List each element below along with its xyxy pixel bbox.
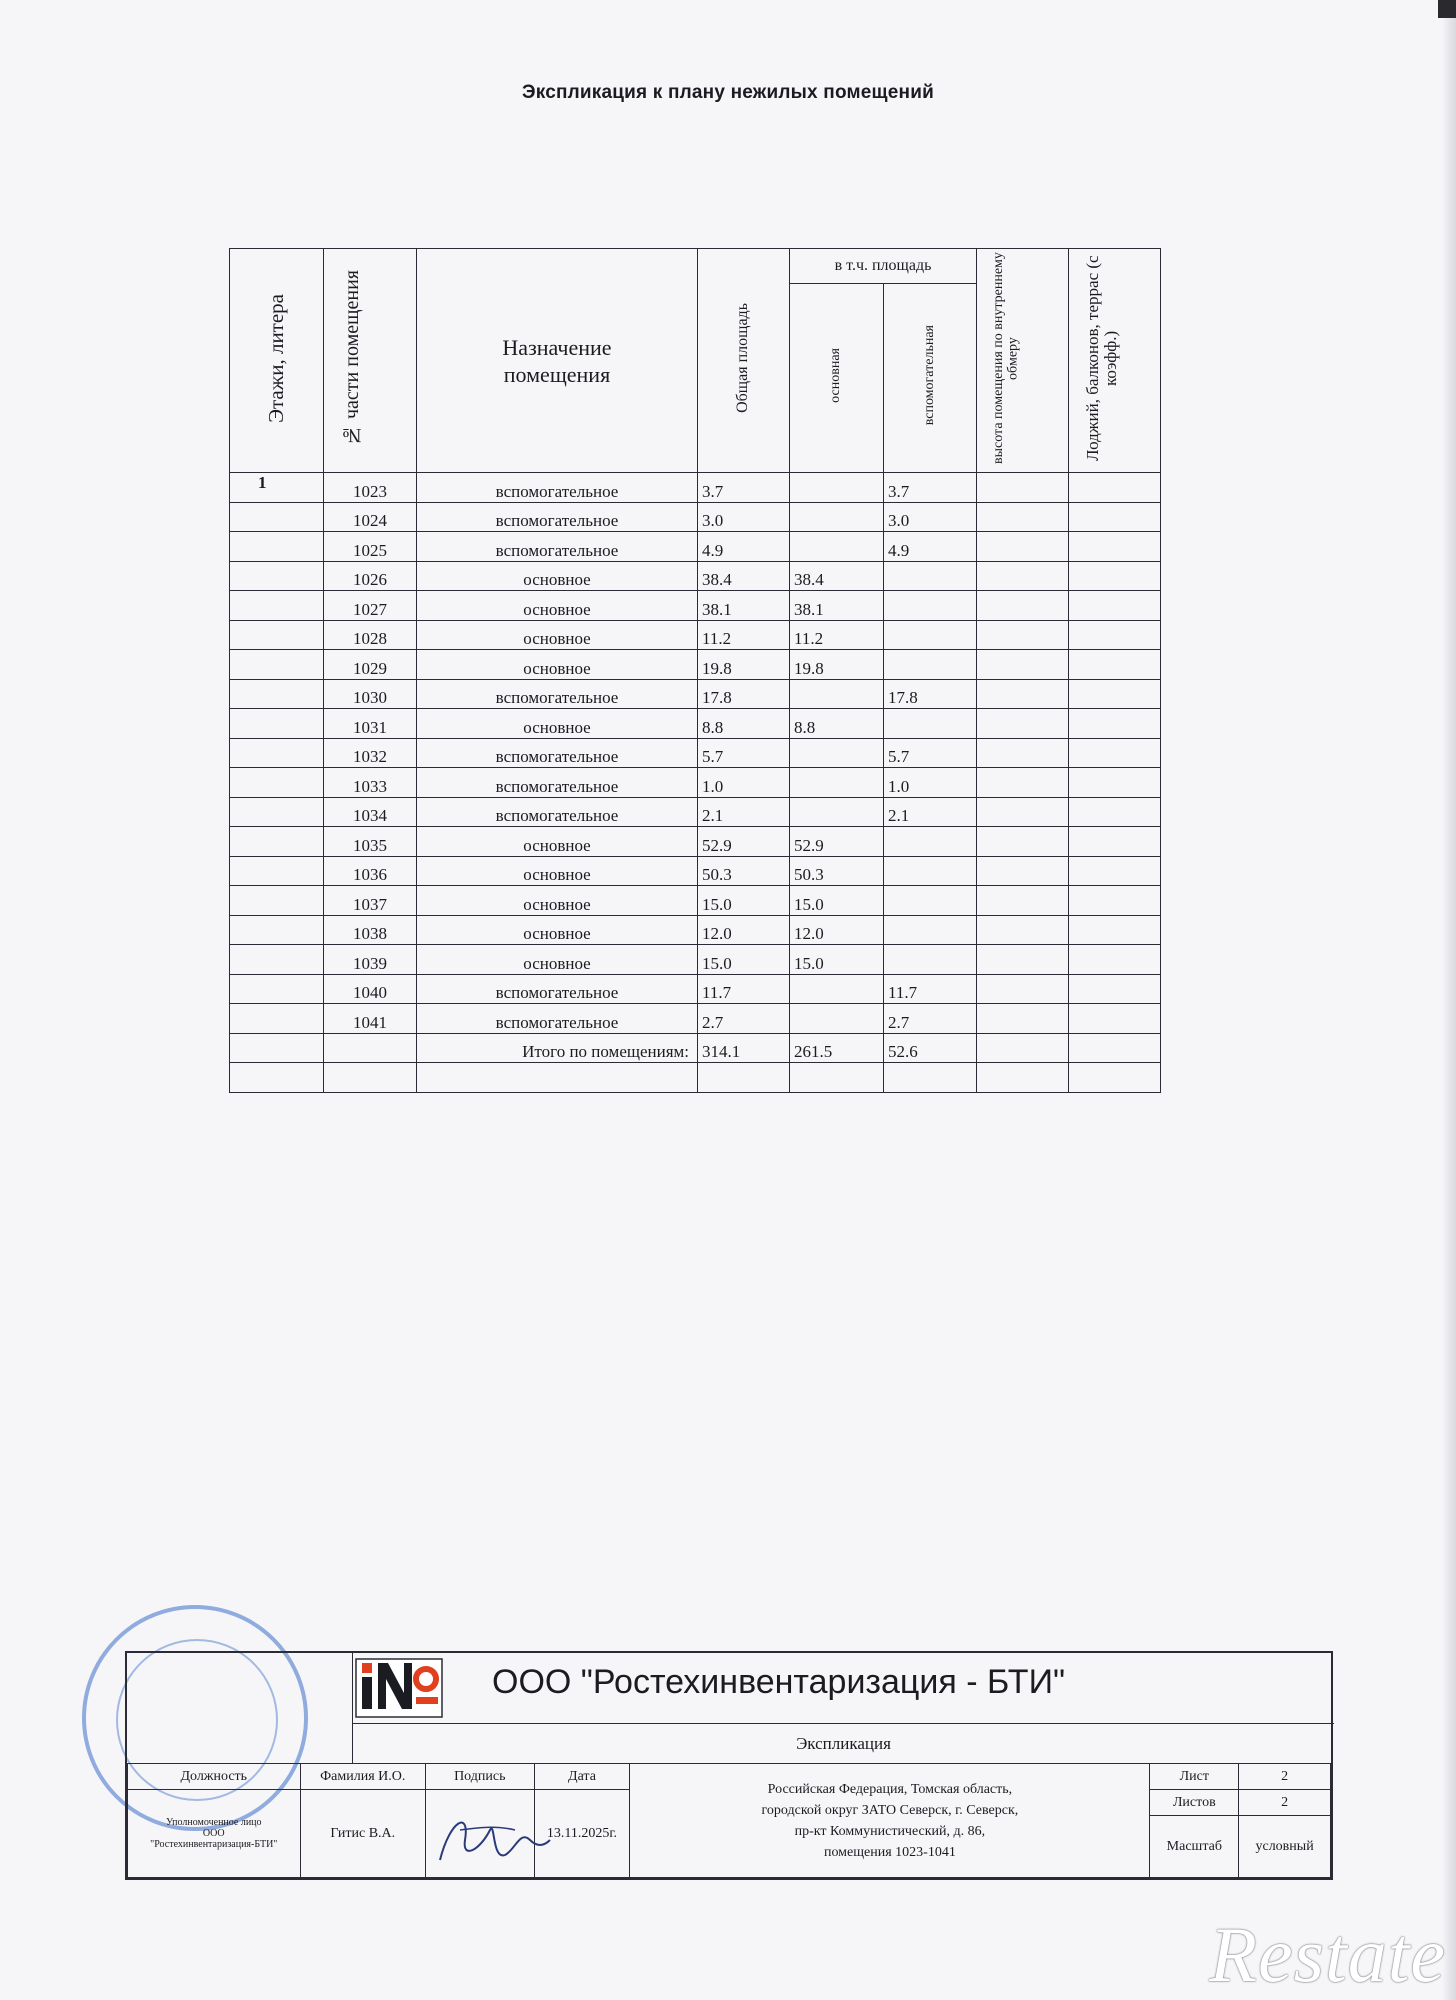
table-row [230, 679, 1161, 709]
total-area-cell: 4.9 [698, 532, 790, 562]
loggia-cell [1069, 532, 1161, 562]
sheets-value: 2 [1239, 1790, 1331, 1816]
purpose-cell: вспомогательное [417, 797, 698, 827]
table-row [230, 797, 1161, 827]
room-number-cell: 1025 [324, 532, 417, 562]
main-area-cell [790, 502, 884, 532]
room-number-cell: 1024 [324, 502, 417, 532]
loggia-cell [1069, 709, 1161, 739]
main-area-cell [790, 738, 884, 768]
empty-row [230, 1063, 1161, 1093]
table-row [230, 561, 1161, 591]
main-area-cell [790, 679, 884, 709]
floor-cell [230, 561, 324, 591]
room-number-cell: 1023 [324, 473, 417, 503]
purpose-cell: вспомогательное [417, 768, 698, 798]
total-area-cell: 17.8 [698, 679, 790, 709]
loggia-cell [1069, 620, 1161, 650]
scale-value: условный [1239, 1816, 1331, 1878]
sheet-label: Лист [1150, 1764, 1239, 1790]
header-floor: Этажи, литера [230, 249, 324, 473]
table-row [230, 473, 1161, 503]
room-number-cell: 1038 [324, 915, 417, 945]
main-area-cell [790, 797, 884, 827]
table-row [230, 827, 1161, 857]
name-value: Гитис В.А. [300, 1790, 425, 1878]
aux-area-cell [884, 945, 977, 975]
purpose-cell: основное [417, 561, 698, 591]
room-number-cell: 1040 [324, 974, 417, 1004]
loggia-cell [1069, 591, 1161, 621]
main-area-cell: 12.0 [790, 915, 884, 945]
organization-name: ООО "Ростехинвентаризация - БТИ" [492, 1663, 1066, 1701]
total-area-cell: 11.2 [698, 620, 790, 650]
aux-area-cell: 11.7 [884, 974, 977, 1004]
aux-area-cell: 2.1 [884, 797, 977, 827]
header-loggia: Лоджий, балконов, террас (с коэфф.) [1069, 249, 1161, 473]
stamp-col-signature: Подпись [425, 1764, 534, 1790]
height-cell [977, 945, 1069, 975]
scan-corner [1438, 0, 1456, 18]
height-cell [977, 709, 1069, 739]
purpose-cell: вспомогательное [417, 679, 698, 709]
room-number-cell: 1029 [324, 650, 417, 680]
stamp-grid [127, 1763, 1331, 1878]
main-area-cell [790, 532, 884, 562]
aux-area-cell [884, 591, 977, 621]
purpose-cell: вспомогательное [417, 1004, 698, 1034]
floor-cell [230, 709, 324, 739]
totals-aux: 52.6 [884, 1033, 977, 1063]
floor-cell [230, 827, 324, 857]
total-area-cell: 19.8 [698, 650, 790, 680]
loggia-cell [1069, 886, 1161, 916]
total-area-cell: 50.3 [698, 856, 790, 886]
main-area-cell [790, 1004, 884, 1034]
height-cell [977, 886, 1069, 916]
total-area-cell: 38.1 [698, 591, 790, 621]
total-area-cell: 8.8 [698, 709, 790, 739]
total-area-cell: 38.4 [698, 561, 790, 591]
loggia-cell [1069, 797, 1161, 827]
purpose-cell: основное [417, 886, 698, 916]
aux-area-cell: 2.7 [884, 1004, 977, 1034]
aux-area-cell: 1.0 [884, 768, 977, 798]
room-number-cell: 1039 [324, 945, 417, 975]
total-area-cell: 52.9 [698, 827, 790, 857]
floor-cell [230, 738, 324, 768]
loggia-cell [1069, 502, 1161, 532]
purpose-cell: основное [417, 591, 698, 621]
header-main: основная [790, 284, 884, 473]
room-number-cell: 1037 [324, 886, 417, 916]
height-cell [977, 827, 1069, 857]
total-area-cell: 1.0 [698, 768, 790, 798]
floor-cell [230, 650, 324, 680]
floor-cell [230, 797, 324, 827]
address-block: Российская Федерация, Томская область, городской округ ЗАТО Северск, г. Северск, пр-кт Коммунистический, д. 86, помещения 1023-1041 [630, 1764, 1150, 1878]
aux-area-cell [884, 915, 977, 945]
main-area-cell: 38.4 [790, 561, 884, 591]
main-area-cell [790, 473, 884, 503]
main-area-cell: 19.8 [790, 650, 884, 680]
total-area-cell: 5.7 [698, 738, 790, 768]
total-area-cell: 3.0 [698, 502, 790, 532]
purpose-cell: вспомогательное [417, 974, 698, 1004]
stamp-col-position: Должность [128, 1764, 301, 1790]
purpose-cell: основное [417, 709, 698, 739]
explication-table [229, 248, 1161, 1093]
height-cell [977, 650, 1069, 680]
header-auxiliary: вспомогательная [884, 284, 977, 473]
header-height: высота помещения по внутреннему обмеру [977, 249, 1069, 473]
loggia-cell [1069, 945, 1161, 975]
page-edge-shadow [1442, 0, 1456, 2000]
floor-cell [230, 591, 324, 621]
room-number-cell: 1032 [324, 738, 417, 768]
table-row [230, 856, 1161, 886]
table-row [230, 974, 1161, 1004]
date-value: 13.11.2025г. [534, 1790, 630, 1878]
aux-area-cell [884, 709, 977, 739]
document-title: Экспликация к плану нежилых помещений [522, 82, 934, 103]
aux-area-cell: 4.9 [884, 532, 977, 562]
total-area-cell: 15.0 [698, 886, 790, 916]
purpose-cell: основное [417, 915, 698, 945]
floor-cell [230, 768, 324, 798]
height-cell [977, 532, 1069, 562]
total-area-cell: 11.7 [698, 974, 790, 1004]
floor-cell [230, 886, 324, 916]
table-row [230, 650, 1161, 680]
table-row [230, 709, 1161, 739]
stamp-col-name: Фамилия И.О. [300, 1764, 425, 1790]
height-cell [977, 591, 1069, 621]
aux-area-cell [884, 561, 977, 591]
main-area-cell: 38.1 [790, 591, 884, 621]
loggia-cell [1069, 827, 1161, 857]
table-row [230, 886, 1161, 916]
totals-main: 261.5 [790, 1033, 884, 1063]
scale-label: Масштаб [1150, 1816, 1239, 1878]
table-row [230, 620, 1161, 650]
purpose-cell: вспомогательное [417, 532, 698, 562]
height-cell [977, 797, 1069, 827]
height-cell [977, 502, 1069, 532]
totals-row [230, 1033, 1161, 1063]
main-area-cell: 15.0 [790, 945, 884, 975]
main-area-cell: 8.8 [790, 709, 884, 739]
aux-area-cell: 5.7 [884, 738, 977, 768]
purpose-cell: основное [417, 856, 698, 886]
floor-cell [230, 915, 324, 945]
loggia-cell [1069, 856, 1161, 886]
floor-cell [230, 856, 324, 886]
purpose-cell: вспомогательное [417, 473, 698, 503]
aux-area-cell [884, 856, 977, 886]
totals-label: Итого по помещениям: [417, 1033, 698, 1063]
table-row [230, 1004, 1161, 1034]
sheets-label: Листов [1150, 1790, 1239, 1816]
table-row [230, 768, 1161, 798]
room-number-cell: 1027 [324, 591, 417, 621]
height-cell [977, 561, 1069, 591]
position-value: Уполномоченное лицо ООО "Ростехинвентаризация-БТИ" [128, 1790, 301, 1878]
main-area-cell [790, 768, 884, 798]
purpose-cell: основное [417, 620, 698, 650]
aux-area-cell [884, 886, 977, 916]
stamp-col-date: Дата [534, 1764, 630, 1790]
floor-cell [230, 679, 324, 709]
aux-area-cell: 3.7 [884, 473, 977, 503]
header-total-area: Общая площадь [698, 249, 790, 473]
floor-cell [230, 974, 324, 1004]
stamp-doc-title: Экспликация [352, 1723, 1334, 1764]
floor-cell [230, 1004, 324, 1034]
loggia-cell [1069, 561, 1161, 591]
total-area-cell: 15.0 [698, 945, 790, 975]
loggia-cell [1069, 473, 1161, 503]
header-purpose: Назначение помещения [417, 249, 698, 473]
table-row [230, 738, 1161, 768]
height-cell [977, 974, 1069, 1004]
room-number-cell: 1030 [324, 679, 417, 709]
purpose-cell: вспомогательное [417, 502, 698, 532]
floor-cell [230, 502, 324, 532]
main-area-cell: 11.2 [790, 620, 884, 650]
floor-cell [230, 945, 324, 975]
purpose-cell: основное [417, 650, 698, 680]
title-block [125, 1651, 1333, 1880]
total-area-cell: 12.0 [698, 915, 790, 945]
room-number-cell: 1041 [324, 1004, 417, 1034]
sheet-value: 2 [1239, 1764, 1331, 1790]
aux-area-cell [884, 620, 977, 650]
height-cell [977, 738, 1069, 768]
room-number-cell: 1034 [324, 797, 417, 827]
table-row [230, 532, 1161, 562]
room-number-cell: 1026 [324, 561, 417, 591]
handwritten-signature [420, 1800, 560, 1880]
main-area-cell: 15.0 [790, 886, 884, 916]
totals-total: 314.1 [698, 1033, 790, 1063]
floor-cell [230, 620, 324, 650]
height-cell [977, 768, 1069, 798]
loggia-cell [1069, 915, 1161, 945]
loggia-cell [1069, 768, 1161, 798]
purpose-cell: основное [417, 827, 698, 857]
room-number-cell: 1028 [324, 620, 417, 650]
height-cell [977, 1004, 1069, 1034]
aux-area-cell: 17.8 [884, 679, 977, 709]
purpose-cell: основное [417, 945, 698, 975]
loggia-cell [1069, 738, 1161, 768]
total-area-cell: 3.7 [698, 473, 790, 503]
total-area-cell: 2.7 [698, 1004, 790, 1034]
aux-area-cell: 3.0 [884, 502, 977, 532]
purpose-cell: вспомогательное [417, 738, 698, 768]
loggia-cell [1069, 1004, 1161, 1034]
header-room-number: № части помещения [324, 249, 417, 473]
main-area-cell: 52.9 [790, 827, 884, 857]
watermark: Restate [1209, 1911, 1446, 1998]
height-cell [977, 856, 1069, 886]
floor-cell: 1 [230, 473, 324, 503]
table-row [230, 915, 1161, 945]
table-row [230, 502, 1161, 532]
company-logo-icon [352, 1653, 447, 1723]
height-cell [977, 915, 1069, 945]
total-area-cell: 2.1 [698, 797, 790, 827]
table-row [230, 591, 1161, 621]
loggia-cell [1069, 650, 1161, 680]
table-row [230, 945, 1161, 975]
main-area-cell: 50.3 [790, 856, 884, 886]
room-number-cell: 1033 [324, 768, 417, 798]
aux-area-cell [884, 827, 977, 857]
height-cell [977, 620, 1069, 650]
height-cell [977, 679, 1069, 709]
room-number-cell: 1031 [324, 709, 417, 739]
loggia-cell [1069, 974, 1161, 1004]
room-number-cell: 1036 [324, 856, 417, 886]
floor-cell [230, 532, 324, 562]
main-area-cell [790, 974, 884, 1004]
room-number-cell: 1035 [324, 827, 417, 857]
header-incl-area: в т.ч. площадь [790, 249, 977, 284]
height-cell [977, 473, 1069, 503]
aux-area-cell [884, 650, 977, 680]
loggia-cell [1069, 679, 1161, 709]
